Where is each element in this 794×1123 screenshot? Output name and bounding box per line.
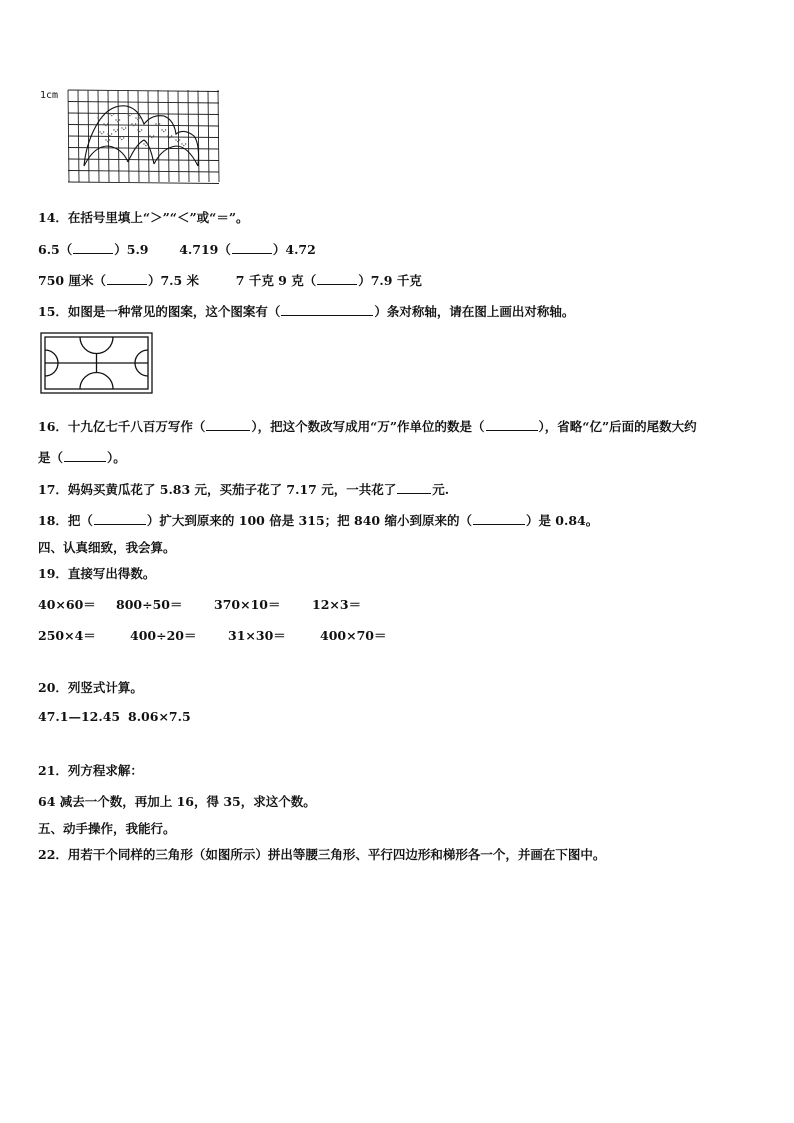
q17-unit: 元.: [432, 482, 450, 497]
grid-line-horizontal: [68, 125, 219, 127]
grid-shading-dot: [147, 143, 148, 144]
grid-shading-dot: [111, 115, 112, 116]
grid-shading-dot: [137, 129, 138, 130]
grid-shading-dot: [111, 133, 112, 134]
q16-part-a: 16．十九亿七千八百万写作（: [38, 419, 206, 434]
q14-item1-right: ）5.9: [114, 242, 149, 257]
grid-shading-dot: [167, 135, 168, 136]
q14-item2-right: ）4.72: [272, 242, 316, 257]
grid-shading-dot: [105, 125, 106, 126]
q19-row2-item1: 250×4＝: [38, 628, 96, 643]
q22-title: 22．用若干个同样的三角形（如图所示）拼出等腰三角形、平行四边形和梯形各一个，并画在下图中。: [38, 847, 606, 862]
q14-item4-right: ）7.9 千克: [358, 273, 422, 288]
grid-shading-dot: [143, 143, 144, 144]
grid-shading-dot: [183, 145, 184, 146]
q14-row1: [38, 240, 316, 258]
grid-shading-dot: [135, 117, 136, 118]
q16-blank-1[interactable]: [206, 418, 250, 431]
q17-text: 17．妈妈买黄瓜花了 5.83 元，买茄子花了 7.17 元，一共花了: [38, 482, 397, 497]
grid-line-horizontal: [68, 159, 219, 161]
grid-shading-dot: [121, 127, 122, 128]
grid-line-vertical: [208, 91, 209, 182]
grid-line-horizontal: [68, 102, 219, 104]
q16-blank-3[interactable]: [64, 449, 106, 462]
grid-shading-dot: [135, 123, 136, 124]
grid-shading-dot: [123, 137, 124, 138]
grid-shading-dot: [131, 123, 132, 124]
grid-line-vertical: [178, 91, 179, 182]
grid-shading-dot: [123, 129, 124, 130]
q18-line: [38, 511, 598, 529]
section-4-heading: 四、认真细致，我会算。: [38, 540, 176, 555]
grid-shading-dot: [171, 135, 172, 136]
grid-shading-dot: [161, 129, 162, 130]
grid-shading-dot: [137, 119, 138, 120]
q19-row2-item2: 400÷20＝: [130, 628, 197, 643]
grid-shading-dot: [101, 133, 102, 134]
grid-shading-dot: [179, 139, 180, 140]
grid-shading-dot: [109, 135, 110, 136]
q14-item1-left: 6.5（: [38, 242, 73, 257]
q15-blank[interactable]: [281, 303, 373, 316]
q16-part-c: ），省略“亿”后面的尾数大约: [538, 419, 697, 434]
q15-pattern-figure: [40, 332, 154, 396]
grid-shading-dot: [99, 119, 100, 120]
q18-part-c: ）是 0.84。: [525, 513, 599, 528]
grid-shading-dot: [115, 119, 116, 120]
q21-title: 21．列方程求解：: [38, 763, 143, 778]
grid-line-vertical: [128, 90, 129, 182]
grid-shading-dot: [97, 117, 98, 118]
grid-shading-dot: [103, 123, 104, 124]
grid-line-horizontal: [68, 148, 219, 150]
q20-item2: 8.06×7.5: [128, 709, 191, 724]
grid-shading-dot: [127, 113, 128, 114]
q16-part-e: ）。: [107, 450, 126, 465]
grid-shading-dot: [115, 131, 116, 132]
grid-shading-dot: [133, 125, 134, 126]
q19-row1-item1: 40×60＝: [38, 597, 96, 612]
grid-shading-dot: [155, 123, 156, 124]
grid-figure-drawing: [36, 84, 222, 192]
q15-pattern-drawing: [40, 332, 154, 396]
grid-unit-label: 1cm: [40, 90, 59, 101]
q16-part-b: ），把这个数改写成用“万”作单位的数是（: [251, 419, 485, 434]
grid-shading-dot: [121, 139, 122, 140]
grid-shading-dot: [181, 143, 182, 144]
q15-suffix: ）条对称轴，请在图上画出对称轴。: [374, 304, 575, 319]
q14-item2-left: 4.719（: [179, 242, 231, 257]
grid-line-horizontal: [68, 171, 219, 173]
q19-row1-item3: 370×10＝: [214, 597, 281, 612]
grid-shading-dot: [163, 131, 164, 132]
grid-shading-dot: [149, 135, 150, 136]
grid-shading-dot: [107, 133, 108, 134]
q16-line2: [38, 448, 126, 466]
q20-item1: 47.1—12.45: [38, 709, 121, 724]
grid-shading-dot: [185, 143, 186, 144]
q18-part-a: 18．把（: [38, 513, 93, 528]
q18-blank-2[interactable]: [473, 512, 525, 525]
q15-prefix: 15．如图是一种常见的图案，这个图案有（: [38, 304, 281, 319]
grid-line-vertical: [198, 90, 199, 182]
q19-title: 19．直接写出得数。: [38, 566, 156, 581]
grid-shading-dot: [107, 141, 108, 142]
grid-line-horizontal: [68, 90, 219, 92]
grid-shading-dot: [107, 123, 108, 124]
q14-item3-left: 750 厘米（: [38, 273, 106, 288]
grid-line-vertical: [218, 90, 219, 182]
grid-line-vertical: [158, 90, 159, 182]
grid-shading-dot: [169, 137, 170, 138]
grid-shading-dot: [117, 121, 118, 122]
grid-shading-dot: [99, 131, 100, 132]
grid-line-vertical: [138, 90, 139, 182]
q16-blank-2[interactable]: [486, 418, 538, 431]
q19-row2-item4: 400×70＝: [320, 628, 387, 643]
grid-shading-dot: [175, 139, 176, 140]
q14-title: 14．在括号里填上“＞”“＜”或“＝”。: [38, 210, 249, 225]
section-5-heading: 五、动手操作，我能行。: [38, 821, 176, 836]
q14-item4-left: 7 千克 9 克（: [235, 273, 317, 288]
q14-blank-4[interactable]: [317, 272, 357, 285]
q14-item3-right: ）7.5 米: [147, 273, 200, 288]
grid-shading-dot: [119, 119, 120, 120]
q20-title: 20．列竖式计算。: [38, 680, 143, 695]
grid-line-horizontal: [68, 182, 219, 184]
grid-shading-dot: [151, 137, 152, 138]
grid-shading-dot: [117, 129, 118, 130]
grid-shading-dot: [177, 141, 178, 142]
grid-shading-dot: [119, 137, 120, 138]
grid-shading-dot: [109, 139, 110, 140]
grid-figure: [36, 84, 222, 192]
grid-shading-dot: [113, 113, 114, 114]
q21-text: 64 减去一个数，再加上 16，得 35，求这个数。: [38, 794, 316, 809]
grid-shading-dot: [157, 125, 158, 126]
q18-blank-1[interactable]: [94, 512, 146, 525]
q15-line: [38, 302, 574, 320]
q14-blank-3[interactable]: [107, 272, 147, 285]
q14-blank-2[interactable]: [232, 241, 272, 254]
q14-row2: [38, 271, 422, 289]
grid-shading-dot: [125, 127, 126, 128]
grid-line-horizontal: [68, 113, 219, 115]
q16-part-d: 是（: [38, 450, 64, 465]
grid-shading-dot: [113, 129, 114, 130]
grid-shading-dot: [109, 113, 110, 114]
grid-shading-dot: [103, 131, 104, 132]
q16-line1: [38, 417, 697, 435]
q17-blank[interactable]: [397, 481, 431, 494]
grid-shading-dot: [139, 117, 140, 118]
q14-blank-1[interactable]: [73, 241, 113, 254]
q19-row1-item2: 800÷50＝: [116, 597, 183, 612]
q19-row1-item4: 12×3＝: [312, 597, 362, 612]
grid-shading-dot: [165, 129, 166, 130]
grid-shading-dot: [131, 113, 132, 114]
q17-line: [38, 480, 449, 498]
grid-shading-dot: [105, 139, 106, 140]
q18-part-b: ）扩大到原来的 100 倍是 315；把 840 缩小到原来的（: [146, 513, 472, 528]
grid-shading-dot: [159, 123, 160, 124]
grid-shading-dot: [153, 135, 154, 136]
grid-shading-dot: [145, 145, 146, 146]
q19-row2-item3: 31×30＝: [228, 628, 286, 643]
grid-shading-dot: [101, 117, 102, 118]
grid-line-vertical: [188, 90, 189, 182]
grid-shading-dot: [141, 129, 142, 130]
grid-shading-dot: [139, 131, 140, 132]
grid-shading-dot: [129, 115, 130, 116]
